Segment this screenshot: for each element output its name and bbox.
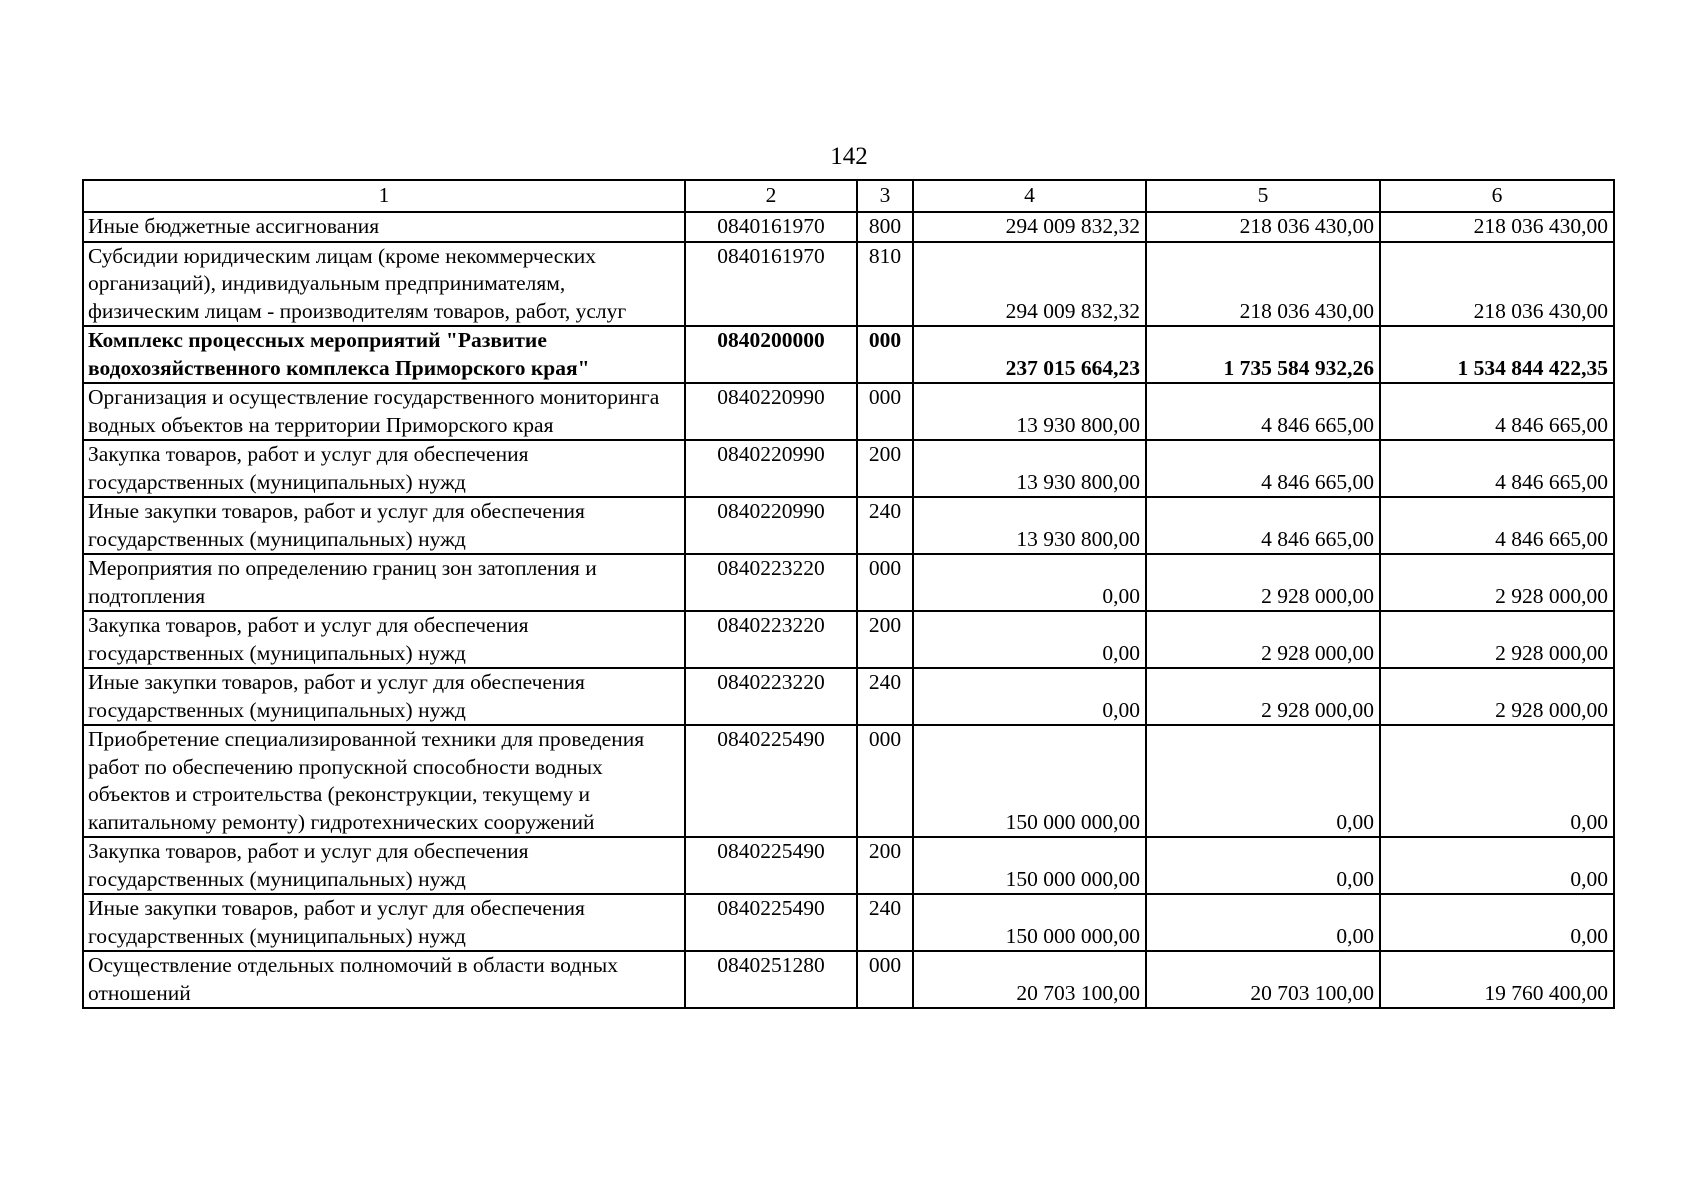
table-row bbox=[83, 212, 1614, 242]
row-name: Приобретение специализированной техники для проведения работ по обеспечению пропускной способности водных объектов и строительства (реконструкции, текущему и капитальному ремонту) гидротехнических сооружений bbox=[83, 725, 685, 837]
row-amount-col5: 2 928 000,00 bbox=[1146, 554, 1380, 611]
row-amount-col4: 13 930 800,00 bbox=[913, 440, 1146, 497]
row-amount-col6: 0,00 bbox=[1380, 837, 1614, 894]
table-row bbox=[83, 383, 1614, 440]
row-amount-col4: 13 930 800,00 bbox=[913, 497, 1146, 554]
row-target-code: 0840251280 bbox=[685, 951, 857, 1008]
row-amount-col6: 4 846 665,00 bbox=[1380, 497, 1614, 554]
row-name: Субсидии юридическим лицам (кроме некоммерческих организаций), индивидуальным предпринимателям, физическим лицам - производителям товаров, работ, услуг bbox=[83, 242, 685, 327]
row-amount-col4: 237 015 664,23 bbox=[913, 326, 1146, 383]
row-target-code: 0840225490 bbox=[685, 837, 857, 894]
table-row bbox=[83, 837, 1614, 894]
row-target-code: 0840220990 bbox=[685, 497, 857, 554]
row-amount-col5: 218 036 430,00 bbox=[1146, 242, 1380, 327]
row-amount-col6: 19 760 400,00 bbox=[1380, 951, 1614, 1008]
row-amount-col6: 1 534 844 422,35 bbox=[1380, 326, 1614, 383]
column-header-1: 1 bbox=[83, 180, 685, 212]
row-target-code: 0840200000 bbox=[685, 326, 857, 383]
row-target-code: 0840225490 bbox=[685, 725, 857, 837]
column-header-5: 5 bbox=[1146, 180, 1380, 212]
row-amount-col5: 20 703 100,00 bbox=[1146, 951, 1380, 1008]
row-expense-type: 800 bbox=[857, 212, 913, 242]
table-row bbox=[83, 951, 1614, 1008]
row-amount-col5: 218 036 430,00 bbox=[1146, 212, 1380, 242]
row-expense-type: 240 bbox=[857, 894, 913, 951]
row-amount-col6: 2 928 000,00 bbox=[1380, 611, 1614, 668]
row-amount-col6: 218 036 430,00 bbox=[1380, 212, 1614, 242]
row-amount-col4: 150 000 000,00 bbox=[913, 894, 1146, 951]
table-row bbox=[83, 554, 1614, 611]
row-expense-type: 200 bbox=[857, 837, 913, 894]
row-amount-col4: 150 000 000,00 bbox=[913, 837, 1146, 894]
row-name: Организация и осуществление государственного мониторинга водных объектов на территории Приморского края bbox=[83, 383, 685, 440]
row-name: Осуществление отдельных полномочий в области водных отношений bbox=[83, 951, 685, 1008]
table-row bbox=[83, 611, 1614, 668]
table-row bbox=[83, 440, 1614, 497]
row-amount-col5: 4 846 665,00 bbox=[1146, 383, 1380, 440]
table-row bbox=[83, 326, 1614, 383]
row-amount-col5: 4 846 665,00 bbox=[1146, 497, 1380, 554]
row-target-code: 0840161970 bbox=[685, 212, 857, 242]
row-target-code: 0840223220 bbox=[685, 554, 857, 611]
row-expense-type: 200 bbox=[857, 611, 913, 668]
row-target-code: 0840223220 bbox=[685, 668, 857, 725]
row-amount-col6: 218 036 430,00 bbox=[1380, 242, 1614, 327]
row-amount-col4: 294 009 832,32 bbox=[913, 212, 1146, 242]
row-expense-type: 810 bbox=[857, 242, 913, 327]
row-name: Комплекс процессных мероприятий "Развитие водохозяйственного комплекса Приморского края" bbox=[83, 326, 685, 383]
page-number: 142 bbox=[830, 143, 868, 170]
row-name: Иные закупки товаров, работ и услуг для обеспечения государственных (муниципальных) нужд bbox=[83, 497, 685, 554]
row-amount-col5: 0,00 bbox=[1146, 894, 1380, 951]
row-name: Закупка товаров, работ и услуг для обеспечения государственных (муниципальных) нужд bbox=[83, 440, 685, 497]
row-amount-col5: 4 846 665,00 bbox=[1146, 440, 1380, 497]
row-target-code: 0840161970 bbox=[685, 242, 857, 327]
row-amount-col4: 294 009 832,32 bbox=[913, 242, 1146, 327]
row-amount-col5: 0,00 bbox=[1146, 837, 1380, 894]
row-amount-col4: 0,00 bbox=[913, 554, 1146, 611]
row-expense-type: 240 bbox=[857, 668, 913, 725]
table-row bbox=[83, 668, 1614, 725]
row-amount-col6: 2 928 000,00 bbox=[1380, 554, 1614, 611]
row-target-code: 0840223220 bbox=[685, 611, 857, 668]
row-name: Иные закупки товаров, работ и услуг для обеспечения государственных (муниципальных) нужд bbox=[83, 894, 685, 951]
column-header-2: 2 bbox=[685, 180, 857, 212]
row-amount-col5: 1 735 584 932,26 bbox=[1146, 326, 1380, 383]
row-amount-col6: 4 846 665,00 bbox=[1380, 383, 1614, 440]
row-amount-col6: 4 846 665,00 bbox=[1380, 440, 1614, 497]
column-header-6: 6 bbox=[1380, 180, 1614, 212]
row-name: Иные закупки товаров, работ и услуг для обеспечения государственных (муниципальных) нужд bbox=[83, 668, 685, 725]
row-amount-col6: 2 928 000,00 bbox=[1380, 668, 1614, 725]
row-expense-type: 000 bbox=[857, 326, 913, 383]
table-row bbox=[83, 894, 1614, 951]
column-header-4: 4 bbox=[913, 180, 1146, 212]
table-body bbox=[83, 212, 1614, 1008]
row-amount-col4: 150 000 000,00 bbox=[913, 725, 1146, 837]
row-amount-col5: 0,00 bbox=[1146, 725, 1380, 837]
table-row bbox=[83, 497, 1614, 554]
row-expense-type: 200 bbox=[857, 440, 913, 497]
row-amount-col5: 2 928 000,00 bbox=[1146, 668, 1380, 725]
row-target-code: 0840220990 bbox=[685, 440, 857, 497]
row-name: Закупка товаров, работ и услуг для обеспечения государственных (муниципальных) нужд bbox=[83, 837, 685, 894]
row-name: Закупка товаров, работ и услуг для обеспечения государственных (муниципальных) нужд bbox=[83, 611, 685, 668]
row-amount-col6: 0,00 bbox=[1380, 725, 1614, 837]
row-target-code: 0840220990 bbox=[685, 383, 857, 440]
row-amount-col5: 2 928 000,00 bbox=[1146, 611, 1380, 668]
row-target-code: 0840225490 bbox=[685, 894, 857, 951]
row-name: Иные бюджетные ассигнования bbox=[83, 212, 685, 242]
table-row bbox=[83, 242, 1614, 327]
row-expense-type: 240 bbox=[857, 497, 913, 554]
row-amount-col4: 13 930 800,00 bbox=[913, 383, 1146, 440]
row-amount-col4: 0,00 bbox=[913, 611, 1146, 668]
row-amount-col4: 20 703 100,00 bbox=[913, 951, 1146, 1008]
row-amount-col6: 0,00 bbox=[1380, 894, 1614, 951]
row-expense-type: 000 bbox=[857, 383, 913, 440]
column-header-3: 3 bbox=[857, 180, 913, 212]
row-expense-type: 000 bbox=[857, 725, 913, 837]
table-row bbox=[83, 725, 1614, 837]
budget-table bbox=[82, 179, 1615, 1009]
row-name: Мероприятия по определению границ зон затопления и подтопления bbox=[83, 554, 685, 611]
table-header-row bbox=[83, 180, 1614, 212]
row-expense-type: 000 bbox=[857, 554, 913, 611]
row-amount-col4: 0,00 bbox=[913, 668, 1146, 725]
row-expense-type: 000 bbox=[857, 951, 913, 1008]
